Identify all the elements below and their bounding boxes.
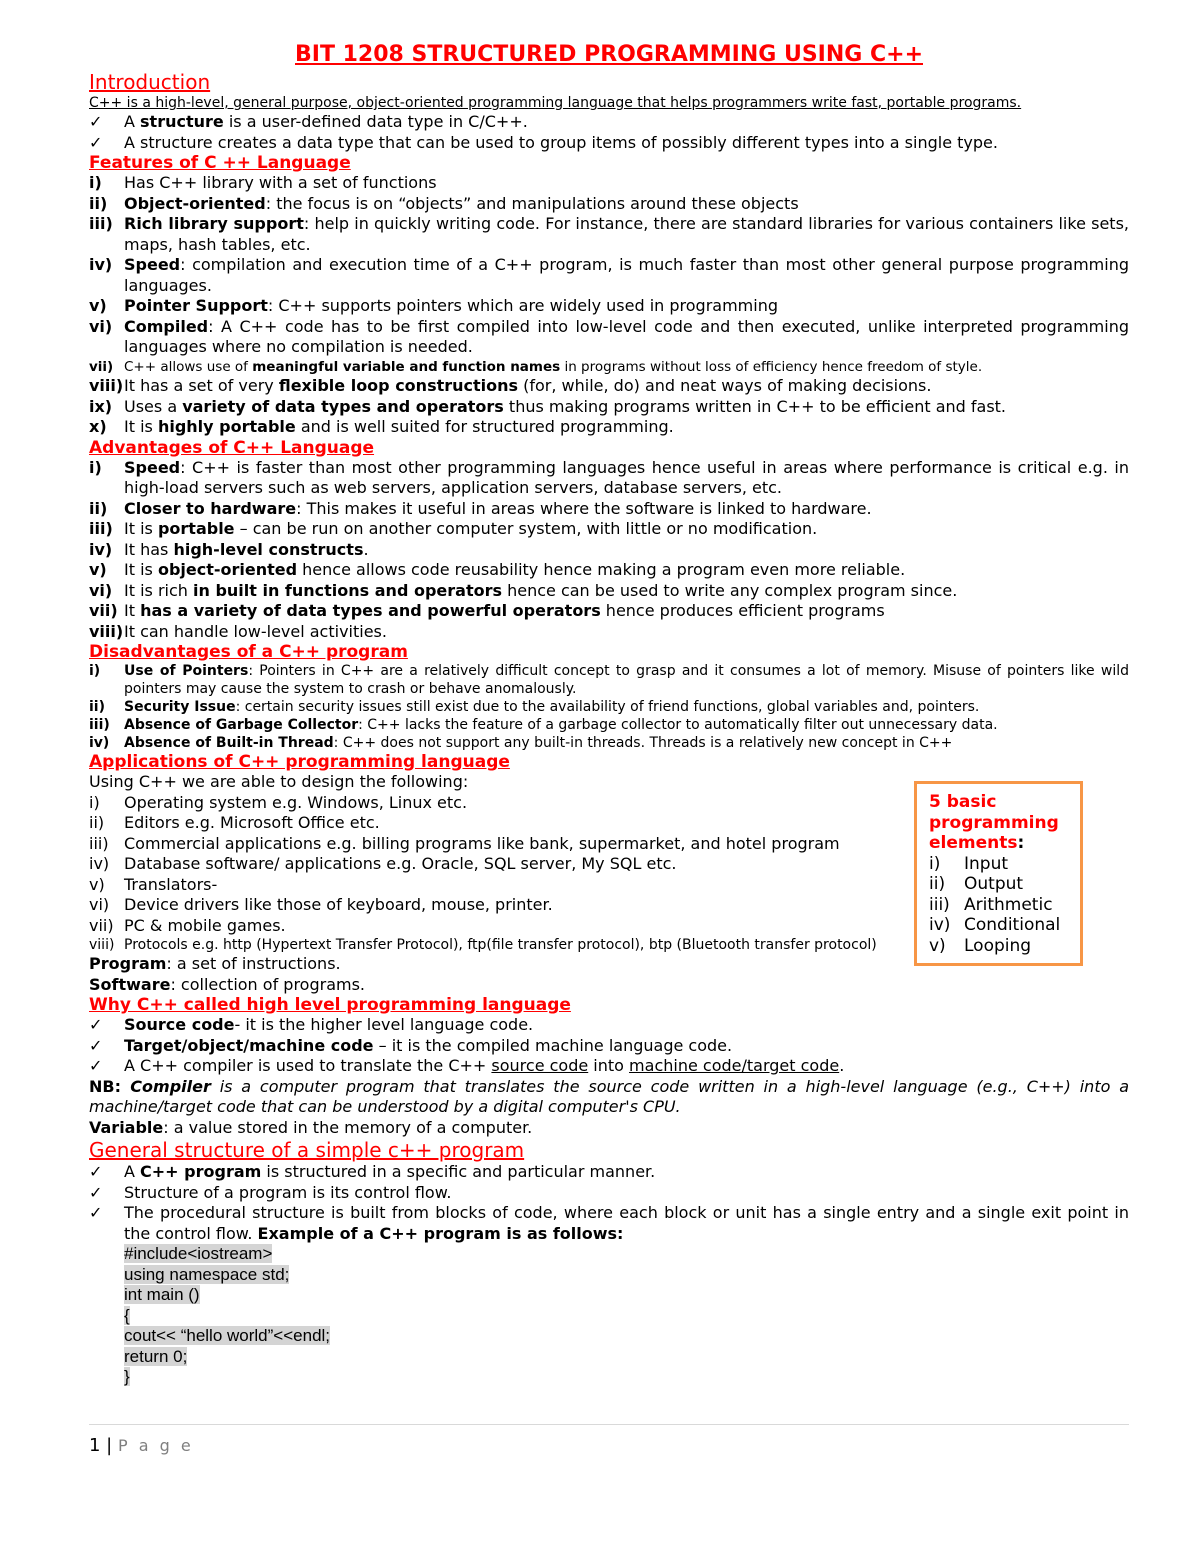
application-item: iii) Commercial applications e.g. billing programs like bank, supermarket, and hotel program [89, 833, 840, 853]
box-item: ii) Output [929, 874, 1024, 894]
box-item: v) Looping [929, 935, 1032, 956]
application-item: ii) Editors e.g. Microsoft Office etc. [89, 813, 380, 832]
feature-item: x) It is highly portable and is well suited for structured programming. [89, 417, 674, 436]
variable-definition: Variable: a value stored in the memory of a computer. [89, 1117, 533, 1137]
feature-item: vi) Compiled: A C++ code has to be first compiled into low-level code and then executed, unlike interpreted programming languages where no compilation is needed. [89, 316, 1129, 356]
feature-item: v) Pointer Support: C++ supports pointers which are widely used in programming [89, 296, 778, 315]
features-list [89, 173, 1129, 438]
advantages-list [89, 458, 1129, 643]
box-item: iii) Arithmetic [929, 894, 1053, 915]
code-line: cout<< “hello world”<<endl; [124, 1326, 331, 1345]
feature-item: ix) Uses a variety of data types and operators thus making programs written in C++ to be efficient and fast. [89, 396, 1007, 416]
intro-paragraph: C++ is a high-level, general purpose, object-oriented programming language that helps programmers write fast, portable programs. [89, 95, 1022, 111]
section-heading-why: Why C++ called high level programming language [89, 995, 571, 1015]
advantage-item: v) It is object-oriented hence allows code reusability hence making a program even more reliable. [89, 560, 906, 579]
why-check-3: ✓ A C++ compiler is used to translate the C++ source code into machine code/target code. [89, 1056, 845, 1075]
why-check-2: ✓ Target/object/machine code – it is the compiled machine language code. [89, 1035, 733, 1055]
general-check-1: ✓ A C++ program is structured in a specific and particular manner. [89, 1162, 656, 1181]
section-heading-general-structure: General structure of a simple c++ program [89, 1138, 525, 1162]
check-icon: ✓ [89, 1056, 103, 1075]
code-line: return 0; [124, 1346, 188, 1366]
advantage-item: vii) It has a variety of data types and powerful operators hence produces efficient programs [89, 601, 885, 620]
disadvantage-item: i) Use of Pointers: Pointers in C++ are a relatively difficult concept to grasp and it consumes a lot of memory. Misuse of pointers like wild pointers may cause the system to crash or behave anomalously. [89, 663, 1129, 697]
check-icon: ✓ [89, 1162, 103, 1181]
code-example [89, 1244, 1129, 1388]
section-heading-features: Features of C ++ Language [89, 153, 351, 173]
disadvantage-item: ii) Security Issue: certain security issues still exist due to the availability of friend functions, global variables and, pointers. [89, 699, 980, 715]
nb-compiler-note: NB: Compiler is a computer program that translates the source code written in a high-level language (e.g., C++) into a machine/target code that can be understood by a digital computer's CPU. [89, 1076, 1129, 1116]
application-item: v) Translators- [89, 874, 218, 894]
code-line: using namespace std; [124, 1264, 290, 1284]
page-title: BIT 1208 STRUCTURED PROGRAMMING USING C++ [295, 42, 923, 67]
application-item: i) Operating system e.g. Windows, Linux etc. [89, 792, 468, 812]
application-item: viii) Protocols e.g. http (Hypertext Transfer Protocol), ftp(file transfer protocol), btp (Bluetooth transfer protocol) [89, 937, 877, 953]
why-check-1: ✓ Source code- it is the higher level language code. [89, 1015, 534, 1034]
box-item: iv) Conditional [929, 915, 1061, 935]
intro-check-1: ✓ A structure is a user-defined data type in C/C++. [89, 112, 528, 131]
box-list [929, 854, 1080, 957]
application-item: vi) Device drivers like those of keyboard, mouse, printer. [89, 895, 553, 914]
code-line: } [124, 1367, 130, 1386]
page-number: 1 [89, 1435, 101, 1456]
advantage-item: iv) It has high-level constructs. [89, 539, 369, 559]
check-icon: ✓ [89, 1182, 103, 1202]
page-label: P a g e [117, 1436, 194, 1455]
section-heading-disadvantages: Disadvantages of a C++ program [89, 642, 408, 662]
document-page [89, 40, 1129, 1388]
page-footer: 1 | P a g e [89, 1424, 1129, 1459]
disadvantages-list [89, 662, 1129, 752]
code-line: #include<iostream> [124, 1244, 273, 1263]
general-check-2: ✓ Structure of a program is its control flow. [89, 1182, 452, 1202]
application-item: vii) PC & mobile games. [89, 915, 286, 935]
feature-item: viii) It has a set of very flexible loop constructions (for, while, do) and neat ways of making decisions. [89, 376, 932, 395]
check-icon: ✓ [89, 112, 103, 131]
check-icon: ✓ [89, 1035, 103, 1055]
general-check-3: ✓ The procedural structure is built from blocks of code, where each block or unit has a single entry and a single exit point in the control flow. Example of a C++ program is as follows: [89, 1203, 1129, 1243]
application-item: iv) Database software/ applications e.g. Oracle, SQL server, My SQL etc. [89, 854, 677, 873]
box-heading: 5 basic programming elements: [929, 792, 1059, 853]
advantage-item: vi) It is rich in built in functions and operators hence can be used to write any complex program since. [89, 580, 958, 600]
check-icon: ✓ [89, 1203, 103, 1222]
programming-elements-box [914, 781, 1083, 966]
disadvantage-item: iv) Absence of Built-in Thread: C++ does not support any built-in threads. Threads is a relatively new concept in C++ [89, 735, 953, 751]
feature-item: iv) Speed: compilation and execution time of a C++ program, is much faster than most other general purpose programming languages. [89, 255, 1129, 295]
feature-item: i) Has C++ library with a set of functions [89, 173, 437, 192]
section-heading-applications: Applications of C++ programming language [89, 752, 510, 772]
advantage-item: ii) Closer to hardware: This makes it useful in areas where the software is linked to hardware. [89, 498, 872, 518]
disadvantage-item: iii) Absence of Garbage Collector: C++ lacks the feature of a garbage collector to automatically filter out unnecessary data. [89, 717, 998, 733]
advantage-item: viii) It can handle low-level activities. [89, 621, 387, 641]
check-icon: ✓ [89, 132, 103, 152]
code-line: { [124, 1305, 130, 1325]
section-heading-introduction: Introduction [89, 70, 211, 94]
advantage-item: iii) It is portable – can be run on another computer system, with little or no modification. [89, 519, 818, 538]
feature-item: iii) Rich library support: help in quickly writing code. For instance, there are standard libraries for various containers like sets, maps, hash tables, etc. [89, 214, 1129, 254]
check-icon: ✓ [89, 1015, 103, 1034]
applications-lead: Using C++ we are able to design the following: [89, 772, 469, 791]
code-line: int main () [124, 1285, 200, 1304]
section-heading-advantages: Advantages of C++ Language [89, 437, 375, 458]
program-definition: Program: a set of instructions. [89, 954, 341, 973]
feature-item: vii) C++ allows use of meaningful variable and function names in programs without loss of efficiency hence freedom of style. [89, 358, 983, 375]
advantage-item: i) Speed: C++ is faster than most other programming languages hence useful in areas where performance is critical e.g. in high-load servers such as web servers, application servers, database servers, etc. [89, 457, 1129, 497]
intro-check-2: ✓ A structure creates a data type that can be used to group items of possibly different types into a single type. [89, 132, 998, 152]
software-definition: Software: collection of programs. [89, 974, 366, 994]
feature-item: ii) Object-oriented: the focus is on “objects” and manipulations around these objects [89, 193, 799, 213]
box-item: i) Input [929, 853, 1009, 874]
